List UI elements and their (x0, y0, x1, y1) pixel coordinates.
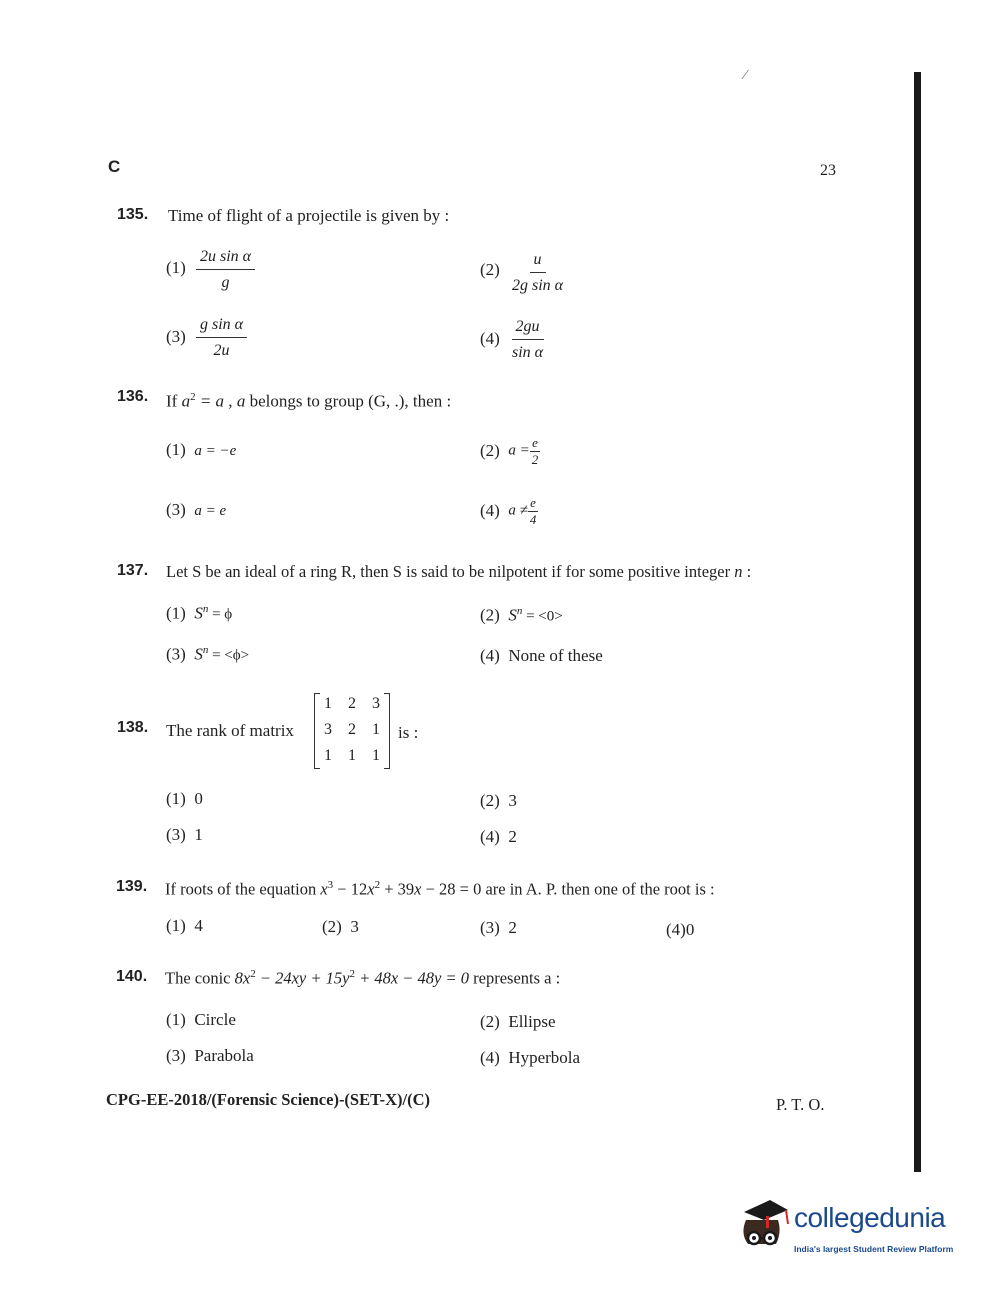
option-140-2-label: (2) (480, 1012, 500, 1031)
q136-var-a2: a (236, 391, 246, 411)
pen-mark: ⁄ (744, 68, 747, 83)
option-140-2 (480, 1012, 556, 1032)
option-137-2-rest: = <0> (522, 608, 563, 625)
option-137-2 (480, 605, 563, 626)
option-135-4-label: (4) (480, 329, 500, 348)
matrix-cell: 1 (372, 747, 380, 764)
option-137-4-text: None of these (508, 646, 603, 665)
option-138-2-value: 3 (508, 791, 517, 810)
question-number-136: 136. (117, 388, 149, 405)
option-140-4 (480, 1048, 580, 1068)
q140-t1: 8x (234, 968, 251, 988)
q136-sup: 2 (190, 391, 196, 403)
scan-edge-bar (914, 72, 921, 1172)
option-138-3 (166, 825, 203, 845)
option-140-4-text: Hyperbola (508, 1048, 581, 1067)
q139-post: are in A. P. then one of the root is : (481, 879, 715, 899)
option-139-4: (4)0 (666, 920, 695, 939)
option-137-2-sup: n (516, 605, 523, 617)
q137-text: Let S be an ideal of a ring R, then S is said to be nilpotent if for some positive integer (166, 562, 735, 581)
option-137-3-sup: n (202, 644, 209, 656)
q140-pre: The conic (165, 968, 235, 988)
matrix-cell: 3 (324, 721, 332, 738)
option-137-3 (166, 644, 249, 665)
option-137-1-label: (1) (166, 603, 186, 623)
option-137-2-label: (2) (480, 605, 500, 625)
option-136-1-expr: a = −e (194, 443, 237, 459)
question-text-135: Time of flight of a projectile is given by : (168, 206, 450, 225)
option-139-2-value: 3 (350, 917, 359, 936)
option-137-4-label: (4) (480, 646, 500, 665)
q139-pre: If roots of the equation (165, 879, 321, 899)
option-135-4 (508, 317, 547, 362)
q139-x3: x (414, 879, 422, 899)
q137-tail: : (742, 562, 752, 581)
option-138-2-label: (2) (480, 791, 500, 810)
question-text-140 (165, 968, 560, 989)
option-136-3-expr: a = e (194, 503, 227, 519)
option-135-4-denominator: sin α (512, 344, 544, 362)
logo-tagline: India's largest Student Review Platform (794, 1244, 954, 1254)
option-137-1-s: S (194, 603, 203, 623)
collegedunia-logo (736, 1198, 966, 1258)
option-135-1 (196, 247, 255, 292)
option-135-4-numerator: 2gu (512, 317, 544, 340)
question-number-139: 139. (116, 878, 148, 895)
option-140-1 (166, 1010, 236, 1030)
option-137-3-rest: = <ϕ> (208, 647, 250, 664)
question-number-137: 137. (117, 562, 149, 579)
option-140-1-label: (1) (166, 1010, 186, 1029)
option-140-3-label: (3) (166, 1046, 186, 1065)
q139-m2: + 39 (380, 879, 415, 899)
option-135-3 (196, 315, 247, 360)
option-138-1-value: 0 (194, 789, 203, 808)
option-136-4-lhs: a ≠ (508, 502, 528, 519)
question-number-135: 135. (117, 206, 149, 223)
option-136-3 (166, 500, 226, 520)
page-number: 23 (820, 162, 836, 179)
q139-s2: 2 (374, 879, 381, 891)
matrix (314, 693, 390, 771)
question-number-140: 140. (116, 968, 148, 985)
option-135-2-numerator: u (530, 250, 546, 273)
footer-pto: P. T. O. (776, 1095, 825, 1114)
option-136-2-lhs: a = (508, 442, 530, 459)
q139-s1: 3 (327, 879, 334, 891)
matrix-cell: 2 (348, 721, 356, 738)
option-138-1 (166, 789, 203, 809)
option-138-4-value: 2 (508, 827, 517, 846)
matrix-cell: 1 (372, 721, 380, 738)
option-138-3-label: (3) (166, 825, 186, 844)
option-138-2 (480, 791, 517, 811)
option-136-4-numerator: e (530, 495, 536, 510)
option-136-2-denominator: 2 (531, 451, 539, 467)
matrix-cell: 1 (324, 695, 332, 712)
q137-var: n (734, 562, 743, 581)
option-139-2-label: (2) (322, 917, 342, 936)
option-140-2-text: Ellipse (508, 1012, 556, 1031)
option-139-1-label: (1) (166, 916, 186, 935)
matrix-cell: 1 (348, 747, 356, 764)
set-letter: C (108, 157, 121, 176)
option-135-3-label: (3) (166, 327, 186, 346)
option-136-2-label: (2) (480, 441, 500, 461)
question-number-138: 138. (117, 719, 149, 736)
option-139-1 (166, 916, 203, 936)
option-138-4 (480, 827, 517, 847)
matrix-cell: 1 (324, 747, 332, 764)
option-138-4-label: (4) (480, 827, 500, 846)
option-135-3-denominator: 2u (213, 342, 230, 360)
question-text-139 (165, 879, 715, 900)
option-135-2-label: (2) (480, 260, 500, 279)
option-137-3-s: S (194, 644, 203, 664)
question-text-138-post: is : (398, 723, 419, 742)
option-139-3-label: (3) (480, 918, 500, 937)
option-140-1-text: Circle (194, 1010, 236, 1029)
option-136-2-numerator: e (532, 435, 538, 450)
option-139-2 (322, 917, 359, 937)
matrix-cell: 2 (348, 695, 356, 712)
option-136-3-label: (3) (166, 500, 186, 519)
q139-m3: − 28 = 0 (421, 879, 482, 899)
option-137-1-sup: n (202, 603, 209, 615)
mascot-icon (736, 1198, 792, 1254)
option-137-4 (480, 646, 603, 666)
q136-pre: If (166, 391, 182, 411)
q136-post: belongs to group (G, .), then : (245, 391, 452, 411)
option-136-4 (480, 496, 538, 526)
option-137-2-s: S (508, 605, 517, 625)
option-137-1-rest: = ϕ (208, 606, 233, 623)
q140-t3: + 48x − 48y = 0 (354, 968, 470, 988)
option-136-4-denominator: 4 (529, 511, 537, 527)
footer-code: CPG-EE-2018/(Forensic Science)-(SET-X)/(C) (106, 1090, 430, 1109)
option-139-1-value: 4 (194, 916, 203, 935)
option-139-3 (480, 918, 517, 938)
option-138-1-label: (1) (166, 789, 186, 808)
option-140-4-label: (4) (480, 1048, 500, 1067)
option-135-1-numerator: 2u sin α (196, 247, 255, 270)
option-135-2 (508, 250, 567, 295)
option-136-1 (166, 440, 236, 460)
q139-x2: x (367, 879, 375, 899)
option-135-2-denominator: 2g sin α (512, 277, 564, 295)
q139-m1: − 12 (333, 879, 368, 899)
option-136-1-label: (1) (166, 440, 186, 459)
option-136-4-label: (4) (480, 501, 500, 521)
logo-wordmark: collegedunia (794, 1202, 946, 1233)
q140-s1: 2 (250, 968, 256, 980)
option-135-1-label: (1) (166, 258, 186, 277)
option-135-1-denominator: g (221, 274, 230, 292)
option-135-3-numerator: g sin α (196, 315, 247, 338)
question-text-138-pre: The rank of matrix (166, 721, 294, 740)
question-text-137 (166, 562, 751, 582)
option-140-3 (166, 1046, 254, 1066)
option-136-2 (480, 436, 540, 466)
q139-x1: x (320, 879, 328, 899)
option-137-3-label: (3) (166, 644, 186, 664)
question-text-136 (166, 391, 451, 412)
option-137-1 (166, 603, 232, 624)
q140-post: represents a : (469, 968, 561, 988)
q136-mid: = a , (195, 391, 237, 411)
matrix-cell: 3 (372, 695, 380, 712)
q140-s2: 2 (349, 968, 355, 980)
q136-var-a: a (181, 391, 191, 411)
q140-t2: − 24xy + 15y (255, 968, 350, 988)
option-139-3-value: 2 (508, 918, 517, 937)
option-138-3-value: 1 (194, 825, 203, 844)
option-140-3-text: Parabola (194, 1046, 254, 1065)
